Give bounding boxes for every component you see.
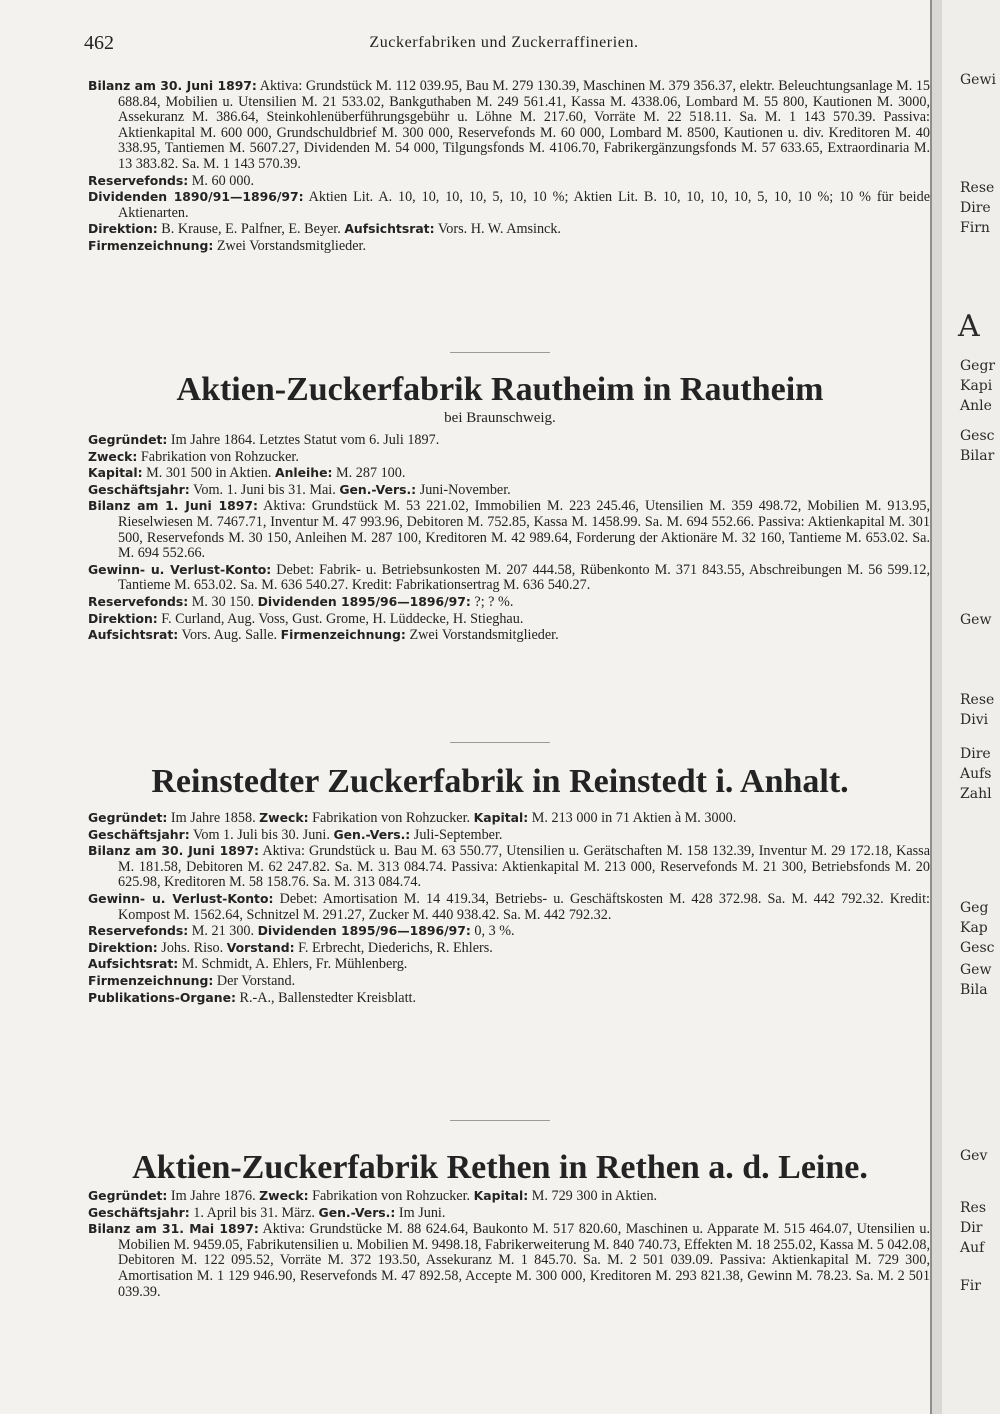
dividenden-text: Aktien Lit. A. 10, 10, 10, 10, 5, 10, 10 %; Aktien Lit. B. 10, 10, 10, 10, 5, 10, 10 %; 10 % für beide Aktienarten. (118, 189, 930, 221)
dividenden-text: ?; ? %. (474, 593, 514, 610)
bilanz-label: Bilanz am 30. Juni 1897: (88, 78, 257, 93)
bilanz-text: Aktiva: Grundstücke M. 88 624.64, Baukonto M. 517 820.60, Maschinen u. Apparate M. 515 464.07, Utensilien u. Mobilien M. 9459.05, Fabrikutensilien u. Mobilien M. 9498.18, Fabrikerweiterung M. 840 740.73, Effekten M. 18 255.02, Kassa M. 5 042.08, Debitoren M. 122 095.52, Vorräte M. 372 193.50, Assekuranz M. 1 845.70. Sa. M. 2 501 039.09. Passiva: Aktienkapital M. 729 300, Amortisation M. 1 129 946.90, Reservefonds M. 47 892.58, Accepte M. 300 000, Kreditoren M. 293 821.38, Gewinn M. 78.23. Sa. M. 2 501 039.39. (118, 1221, 930, 1300)
adjacent-fragment-text: Gesc (960, 940, 995, 956)
geschaeftsjahr-paragraph (88, 827, 930, 844)
entry-subtitle-rautheim: bei Braunschweig. (444, 410, 556, 426)
anleihe-label: Anleihe: (275, 465, 333, 481)
adjacent-fragment-text: Bilar (960, 448, 995, 464)
aufsichtsrat-paragraph (88, 627, 930, 644)
kapital-text: M. 729 300 in Aktien. (531, 1188, 658, 1204)
zweck-paragraph (88, 449, 930, 466)
adjacent-fragment-text: Gegr (960, 358, 996, 374)
reservefonds-text: M. 60 000. (191, 172, 255, 189)
gegruendet-text: Im Jahre 1876. (170, 1188, 256, 1204)
reservefonds-label: Reservefonds: (88, 923, 189, 939)
gegruendet-paragraph (88, 432, 930, 449)
entry-title-rethen: Aktien-Zuckerfabrik Rethen in Rethen a. d. Leine. (132, 1149, 868, 1186)
geschaeftsjahr-text: 1. April bis 31. März. (193, 1204, 315, 1221)
firmenzeichnung-label: Firmenzeichnung: (280, 627, 406, 643)
publikation-paragraph (88, 990, 930, 1007)
aufsichtsrat-label: Aufsichtsrat: (88, 627, 179, 643)
adjacent-page-fragment (942, 0, 1000, 1414)
reservefonds-text: M. 21 300. (191, 923, 255, 940)
entry-rethen (88, 1188, 930, 1300)
gegruendet-text: Im Jahre 1864. Letztes Statut vom 6. Juli 1897. (170, 432, 440, 448)
genvers-text: Juni-November. (419, 481, 511, 498)
section-divider (450, 1120, 550, 1121)
adjacent-fragment-text: Dire (960, 200, 991, 216)
adjacent-fragment-text: Firn (960, 220, 990, 236)
kapital-paragraph (88, 465, 930, 482)
firmenzeichnung-label: Firmenzeichnung: (88, 237, 214, 253)
guv-text: Debet: Fabrik- u. Betriebsunkosten M. 207 444.58, Rübenkonto M. 371 843.55, Abschreibungen M. 56 599.12, Tantieme M. 653.02. Sa. M. 636 540.27. Kredit: Fabrikationsertrag M. 636 540.27. (118, 561, 930, 594)
firmenzeichnung-text: Zwei Vorstandsmitglieder. (216, 237, 367, 254)
page-header (84, 32, 924, 58)
adjacent-fragment-text: Kap (960, 920, 988, 936)
geschaeftsjahr-label: Geschäftsjahr: (88, 481, 190, 497)
adjacent-fragment-text: Gew (960, 612, 992, 628)
reservefonds-paragraph (88, 173, 930, 190)
page-number: 462 (84, 32, 114, 54)
gegruendet-paragraph (88, 810, 930, 827)
adjacent-fragment-text: Auf (960, 1240, 985, 1256)
aufsichtsrat-text: Vors. H. W. Amsinck. (437, 221, 561, 238)
direktion-label: Direktion: (88, 610, 158, 626)
continuation-entry (88, 78, 930, 255)
geschaeftsjahr-label: Geschäftsjahr: (88, 1204, 190, 1220)
reservefonds-text: M. 30 150. (191, 593, 255, 610)
bilanz-label: Bilanz am 30. Juni 1897: (88, 843, 260, 859)
adjacent-fragment-text: Aufs (960, 766, 992, 782)
genvers-text: Juli-September. (413, 826, 503, 843)
geschaeftsjahr-paragraph (88, 482, 930, 499)
dividenden-text: 0, 3 %. (474, 923, 515, 940)
adjacent-fragment-text: Gesc (960, 428, 995, 444)
guv-paragraph (88, 562, 930, 594)
bilanz-paragraph (88, 498, 930, 561)
entry-title-rautheim: Aktien-Zuckerfabrik Rautheim in Rautheim (176, 371, 824, 408)
bilanz-paragraph (88, 1221, 930, 1300)
section-divider (450, 352, 550, 353)
aufsichtsrat-text: M. Schmidt, A. Ehlers, Fr. Mühlenberg. (181, 956, 408, 973)
bilanz-text: Aktiva: Grundstück M. 112 039.95, Bau M. 279 130.39, Maschinen M. 379 356.37, elektr. Beleuchtungsanlage M. 15 688.84, Mobilien u. Utensilien M. 21 533.02, Bankguthaben M. 249 561.41, Kassa M. 4338.06, Lombard M. 55 800, Kautionen M. 3000, Assekuranz M. 386.64, Steinkohlenüberführungsgebühr u. Löhne M. 217.60, Vorräte M. 22 518.11. Sa. M. 1 143 570.39. Passiva: Aktienkapital M. 600 000, Grundschuldbrief M. 300 000, Reservefonds M. 60 000, Lombard M. 8500, Kautionen u. div. Kreditoren M. 40 338.95, Tantiemen M. 5607.27, Dividenden M. 54 000, Tilgungsfonds M. 4106.70, Fabrikergänzungsfonds M. 57 633.65, Extraordinaria M. 13 383.82. Sa. M. 1 143 570.39. (118, 78, 931, 172)
adjacent-fragment-text: Gew (960, 962, 992, 978)
vorstand-text: F. Erbrecht, Diederichs, R. Ehlers. (298, 939, 493, 956)
adjacent-fragment-text: Dir (960, 1220, 983, 1236)
direktion-text: B. Krause, E. Palfner, E. Beyer. (161, 221, 341, 238)
geschaeftsjahr-label: Geschäftsjahr: (88, 826, 190, 842)
kapital-label: Kapital: (473, 1188, 529, 1203)
zweck-text: Fabrikation von Rohzucker. (140, 448, 299, 465)
entry-title-reinstedt: Reinstedter Zuckerfabrik in Reinstedt i. Anhalt. (151, 763, 849, 800)
gegruendet-label: Gegründet: (88, 432, 168, 447)
adjacent-fragment-text: Gev (960, 1148, 988, 1164)
direktion-label: Direktion: (88, 939, 158, 955)
direktion-paragraph (88, 940, 930, 957)
kapital-label: Kapital: (473, 810, 529, 825)
running-head: Zuckerfabriken und Zuckerraffinerien. (369, 34, 639, 51)
publikation-text: R.-A., Ballenstedter Kreisblatt. (239, 989, 417, 1006)
direktion-text: Johs. Riso. (161, 939, 224, 956)
aufsichtsrat-paragraph (88, 956, 930, 973)
zweck-label: Zweck: (88, 448, 138, 464)
bilanz-paragraph (88, 78, 930, 173)
geschaeftsjahr-paragraph (88, 1205, 930, 1222)
genvers-text: Im Juni. (398, 1204, 446, 1221)
aufsichtsrat-label: Aufsichtsrat: (88, 956, 179, 972)
gegruendet-label: Gegründet: (88, 810, 168, 825)
firmenzeichnung-text: Der Vorstand. (216, 972, 296, 989)
anleihe-text: M. 287 100. (336, 465, 406, 482)
kapital-text: M. 301 500 in Aktien. (146, 465, 272, 482)
direktion-paragraph (88, 221, 930, 238)
gegruendet-label: Gegründet: (88, 1188, 168, 1203)
reservefonds-paragraph (88, 594, 930, 611)
guv-text: Debet: Amortisation M. 14 419.34, Betriebs- u. Geschäftskosten M. 428 372.98. Sa. M. 442 792.32. Kredit: Kompost M. 1562.64, Schnitzel M. 291.27, Zucker M. 440 938.42. Sa. M. 442 792.32. (118, 890, 930, 923)
adjacent-fragment-text: Bila (960, 982, 988, 998)
dividenden-label: Dividenden 1890/91—1896/97: (88, 189, 304, 205)
entry-reinstedt (88, 810, 930, 1006)
reservefonds-label: Reservefonds: (88, 593, 189, 609)
dividenden-label: Dividenden 1895/96—1896/97: (257, 923, 471, 939)
genvers-label: Gen.-Vers.: (318, 1204, 396, 1220)
bilanz-text: Aktiva: Grundstück M. 53 221.02, Immobilien M. 223 245.46, Utensilien M. 359 498.72, Mobilien M. 913.95, Rieselwiesen M. 7467.71, Inventur M. 47 993.96, Debitoren M. 752.85, Kassa M. 1458.99. Sa. M. 694 552.66. Passiva: Aktienkapital M. 301 500, Reservefonds M. 30 150, Anleihen M. 287 100, Kreditoren M. 42 989.64, Forderung der Aktionäre M. 32 160, Tantieme M. 653.02. Sa. M. 694 552.66. (118, 498, 930, 562)
dividenden-label: Dividenden 1895/96—1896/97: (257, 593, 471, 609)
adjacent-fragment-text: A (958, 309, 980, 344)
genvers-label: Gen.-Vers.: (339, 481, 417, 497)
dividenden-paragraph (88, 189, 930, 221)
guv-label: Gewinn- u. Verlust-Konto: (88, 890, 274, 906)
firmenzeichnung-paragraph (88, 238, 930, 255)
bilanz-label: Bilanz am 1. Juni 1897: (88, 498, 258, 514)
guv-label: Gewinn- u. Verlust-Konto: (88, 561, 272, 577)
geschaeftsjahr-text: Vom. 1. Juni bis 31. Mai. (192, 481, 336, 498)
kapital-text: M. 213 000 in 71 Aktien à M. 3000. (531, 810, 737, 826)
adjacent-fragment-text: Rese (960, 180, 995, 196)
aufsichtsrat-label: Aufsichtsrat: (344, 221, 435, 237)
entry-rautheim (88, 432, 930, 644)
zweck-text: Fabrikation von Rohzucker. (312, 1188, 471, 1204)
adjacent-fragment-text: Rese (960, 692, 995, 708)
vorstand-label: Vorstand: (226, 939, 295, 955)
adjacent-fragment-text: Fir (960, 1278, 981, 1294)
zweck-label: Zweck: (259, 1188, 309, 1203)
adjacent-fragment-text: Anle (960, 398, 992, 414)
bilanz-text: Aktiva: Grundstück u. Bau M. 63 550.77, Utensilien u. Gerätschaften M. 158 132.39, Inventur M. 29 172.18, Kassa M. 181.58, Debitoren M. 62 247.82. Sa. M. 313 084.74. Passiva: Aktienkapital M. 213 000, Reservefonds M. 21 300, Betriebsfonds M. 20 625.98, Kreditoren M. 58 158.76. Sa. M. 313 084.74. (118, 843, 930, 891)
aufsichtsrat-text: Vors. Aug. Salle. (181, 627, 278, 644)
adjacent-fragment-text: Gewi (960, 72, 996, 88)
section-divider (450, 742, 550, 743)
firmenzeichnung-paragraph (88, 973, 930, 990)
bilanz-paragraph (88, 843, 930, 891)
page-gutter (930, 0, 942, 1414)
geschaeftsjahr-text: Vom 1. Juli bis 30. Juni. (192, 826, 330, 843)
genvers-label: Gen.-Vers.: (333, 826, 411, 842)
direktion-label: Direktion: (88, 221, 158, 237)
direktion-text: F. Curland, Aug. Voss, Gust. Grome, H. Lüddecke, H. Stieghau. (161, 610, 524, 627)
adjacent-fragment-text: Kapi (960, 378, 993, 394)
adjacent-fragment-text: Zahl (960, 786, 992, 802)
guv-paragraph (88, 891, 930, 923)
firmenzeichnung-label: Firmenzeichnung: (88, 972, 214, 988)
publikation-label: Publikations-Organe: (88, 989, 236, 1005)
kapital-label: Kapital: (88, 465, 143, 481)
gegruendet-paragraph (88, 1188, 930, 1205)
reservefonds-label: Reservefonds: (88, 172, 189, 188)
zweck-label: Zweck: (259, 810, 309, 825)
firmenzeichnung-text: Zwei Vorstandsmitglieder. (409, 627, 559, 644)
reservefonds-paragraph (88, 923, 930, 940)
adjacent-fragment-text: Divi (960, 712, 989, 728)
direktion-paragraph (88, 611, 930, 628)
gegruendet-text: Im Jahre 1858. (170, 810, 256, 826)
adjacent-fragment-text: Geg (960, 900, 989, 916)
adjacent-fragment-text: Dire (960, 746, 991, 762)
zweck-text: Fabrikation von Rohzucker. (312, 810, 471, 826)
adjacent-fragment-text: Res (960, 1200, 987, 1216)
bilanz-label: Bilanz am 31. Mai 1897: (88, 1221, 259, 1237)
